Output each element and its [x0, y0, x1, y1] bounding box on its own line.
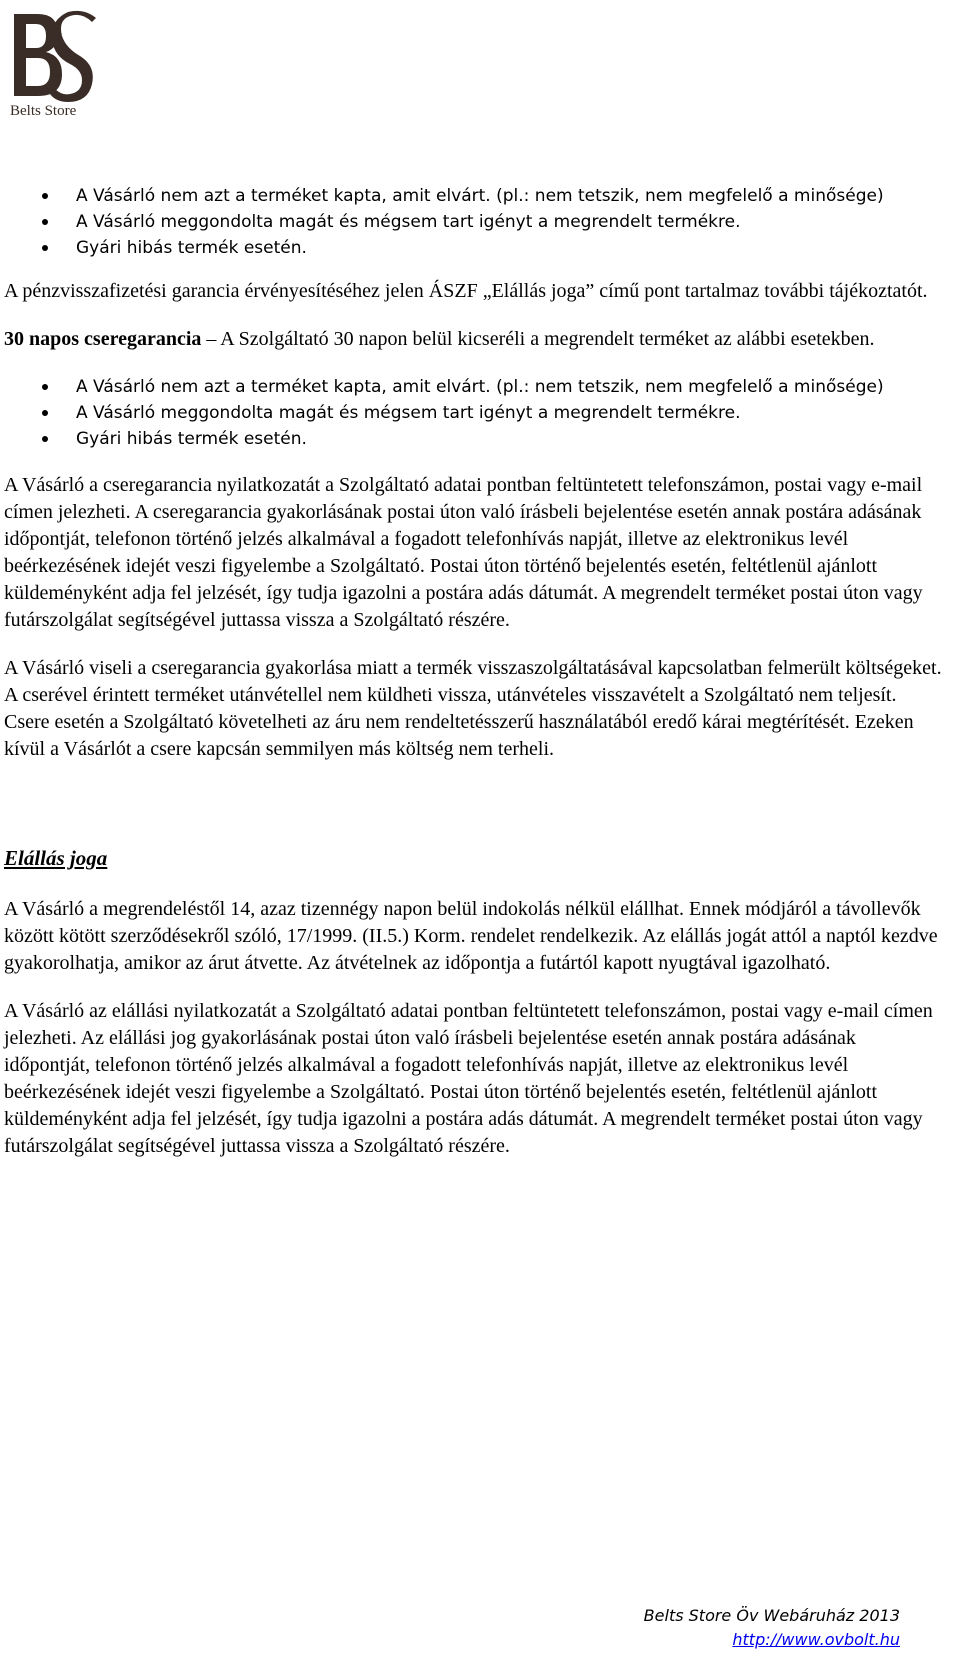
list-item: A Vásárló meggondolta magát és mégsem tart igényt a megrendelt termékre.: [4, 400, 944, 426]
refund-guarantee-paragraph: A pénzvisszafizetési garancia érvényesítéséhez jelen ÁSZF „Elállás joga” című pont tartalmaz további tájékoztatót.: [4, 280, 928, 302]
svg-text:Belts Store: Belts Store: [10, 103, 77, 119]
bullet-list-1: [4, 183, 944, 261]
exchange-notice-paragraph: A Vásárló a cseregarancia nyilatkozatát a Szolgáltató adatai pontban feltüntetett telefonszámon, postai vagy e-mail címen jelezheti. A cseregarancia gyakorlásának postai úton való írásbeli bejelentése esetén annak postára adásának időpontját, telefonon történő jelzés alkalmával a fogadott telefonhívás napját, illetve az elektronikus levél beérkezésének idejét veszi figyelembe a Szolgáltató. Postai úton történő bejelentés esetén, feltétlenül ajánlott küldeményként adja fel jelzését, így tudja igazolni a postára adás dátumát. A megrendelt terméket postai úton vagy futárszolgálat segítségével juttassa vissza a Szolgáltató részére.: [4, 474, 923, 631]
exchange-guarantee-title: 30 napos cseregarancia: [4, 328, 202, 350]
page-footer: [644, 1604, 900, 1652]
list-item: A Vásárló nem azt a terméket kapta, amit elvárt. (pl.: nem tetszik, nem megfelelő a minősége): [4, 374, 944, 400]
document-body: [4, 180, 944, 1160]
list-item: A Vásárló meggondolta magát és mégsem tart igényt a megrendelt termékre.: [4, 209, 944, 235]
withdrawal-paragraph: A Vásárló a megrendeléstől 14, azaz tizennégy napon belül indokolás nélkül elállhat. Ennek módjáról a távollevők között kötött szerződésekről szóló, 17/1999. (II.5.) Korm. rendelet rendelkezik. Az elállás jogát attól a naptól kezdve gyakorolhatja, amikor az árut átvette. Az átvételnek az időpontja a futártól kapott nyugtával igazolható.: [4, 898, 938, 974]
list-item: Gyári hibás termék esetén.: [4, 235, 944, 261]
exchange-guarantee-paragraph: [4, 326, 944, 353]
list-item: A Vásárló nem azt a terméket kapta, amit elvárt. (pl.: nem tetszik, nem megfelelő a minősége): [4, 183, 944, 209]
footer-store-name: Belts Store Öv Webáruház 2013: [643, 1606, 900, 1625]
withdrawal-notice-paragraph: A Vásárló az elállási nyilatkozatát a Szolgáltató adatai pontban feltüntetett telefonszámon, postai vagy e-mail címen jelezheti. Az elállási jog gyakorlásának postai úton való írásbeli bejelentése esetén annak postára adásának időpontját, telefonon történő jelzés alkalmával a fogadott telefonhívás napját, illetve az elektronikus levél beérkezésének idejét veszi figyelembe a Szolgáltató. Postai úton történő bejelentés esetén, feltétlenül ajánlott küldeményként adja fel jelzését, így tudja igazolni a postára adás dátumát. A megrendelt terméket postai úton vagy futárszolgálat segítségével juttassa vissza a Szolgáltató részére.: [4, 1000, 933, 1157]
belts-store-logo: [8, 10, 98, 122]
section-title-withdrawal: Elállás joga: [4, 846, 108, 870]
exchange-costs-paragraph: A Vásárló viseli a cseregarancia gyakorlása miatt a termék visszaszolgáltatásával kapcsolatban felmerült költségeket. A cserével érintett terméket utánvétellel nem küldheti vissza, utánvételes visszavételt a Szolgáltató nem teljesít. Csere esetén a Szolgáltató követelheti az áru nem rendeltetésszerű használatából eredő kárai megtérítését. Ezeken kívül a Vásárlót a csere kapcsán semmilyen más költség nem terheli.: [4, 657, 942, 760]
bullet-list-2: [4, 374, 944, 452]
list-item: Gyári hibás termék esetén.: [4, 426, 944, 452]
exchange-guarantee-text: – A Szolgáltató 30 napon belül kicseréli a megrendelt terméket az alábbi esetekben.: [201, 328, 875, 350]
footer-website-link[interactable]: http://www.ovbolt.hu: [732, 1630, 900, 1649]
